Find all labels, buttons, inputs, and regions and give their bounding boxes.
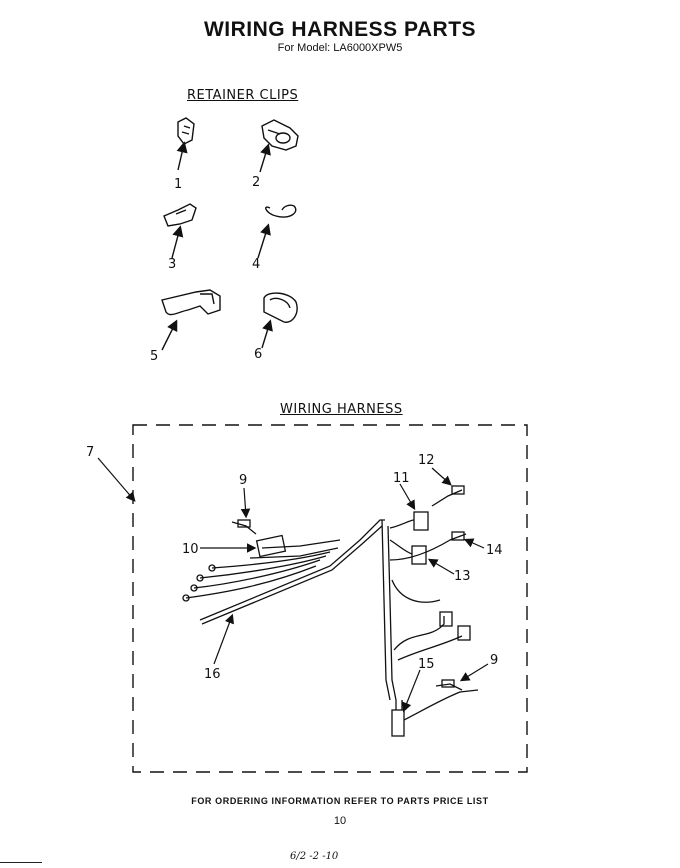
page-title: WIRING HARNESS PARTS — [203, 18, 477, 41]
retainer-clip-5 — [162, 290, 220, 350]
callout-12: 12 — [418, 453, 435, 468]
retainer-clip-3 — [164, 204, 196, 258]
retainer-clip-2 — [260, 120, 298, 172]
callout-1: 1 — [174, 177, 183, 192]
callout-5: 5 — [150, 349, 159, 364]
callout-13: 13 — [454, 569, 471, 584]
handwritten-note: 6/2 -2 -10 — [290, 851, 339, 862]
callout-10: 10 — [182, 542, 199, 557]
corner-rule — [0, 862, 42, 863]
leader-7 — [98, 458, 134, 500]
wiring-harness-assembly — [183, 486, 478, 736]
retainer-clips-heading: RETAINER CLIPS — [187, 88, 299, 103]
callout-2: 2 — [252, 175, 261, 190]
callout-3: 3 — [168, 257, 177, 272]
wiring-harness-heading: WIRING HARNESS — [280, 402, 403, 417]
harness-frame — [133, 425, 527, 772]
callout-6: 6 — [254, 347, 263, 362]
retainer-clip-6 — [262, 293, 297, 348]
retainer-clip-4 — [258, 205, 296, 258]
ordering-note: FOR ORDERING INFORMATION REFER TO PARTS PRICE LIST — [191, 796, 489, 806]
callout-7: 7 — [86, 445, 95, 460]
model-subtitle: For Model: LA6000XPW5 — [277, 42, 403, 54]
harness-leaders — [200, 468, 488, 710]
retainer-clip-1 — [178, 118, 194, 170]
callout-9-upper: 9 — [239, 473, 248, 488]
callout-15: 15 — [418, 657, 435, 672]
callout-4: 4 — [252, 257, 261, 272]
callout-9-lower: 9 — [490, 653, 499, 668]
callout-14: 14 — [486, 543, 503, 558]
callout-11: 11 — [393, 471, 410, 486]
page-number: 10 — [333, 815, 347, 827]
callout-16: 16 — [204, 667, 221, 682]
